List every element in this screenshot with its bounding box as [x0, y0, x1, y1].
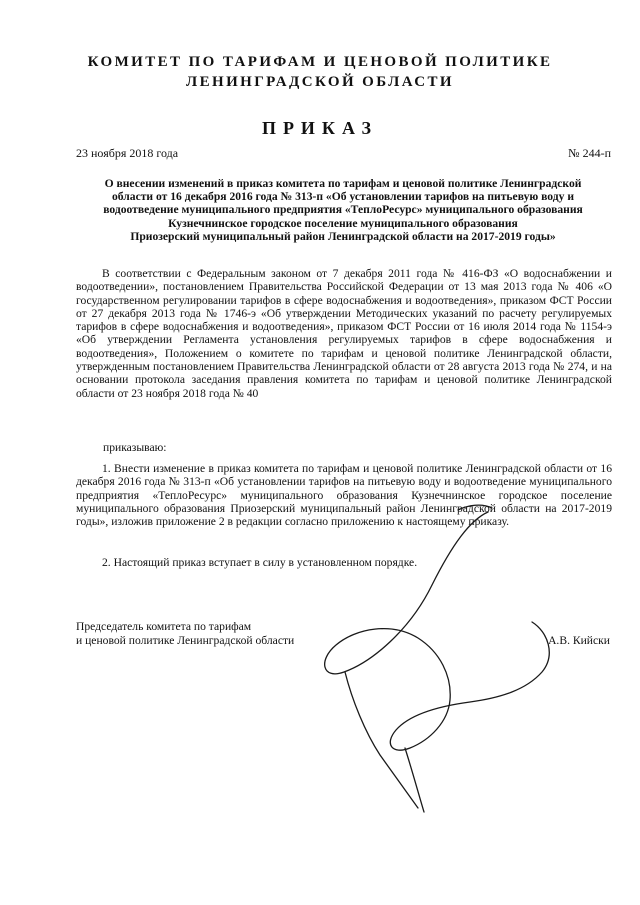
subject-line: Кузнечнинское городское поселение муниципального образования — [168, 216, 518, 230]
signatory-position-line-1: Председатель комитета по тарифам — [76, 620, 252, 633]
subject-line: Приозерский муниципальный район Ленинградской области на 2017-2019 годы» — [130, 229, 556, 243]
subject-line: водоотведение муниципального предприятия «ТеплоРесурс» муниципального образования — [103, 203, 583, 217]
signatory-position — [76, 620, 294, 647]
preamble-paragraph: В соответствии с Федеральным законом от 7 декабря 2011 года № 416-ФЗ «О водоснабжении и водоотведении», постановлением Правительства Российской Федерации от 13 мая 2013 года № 406 «О государственном регулировании тарифов в сфере водоснабжения и водоотведения», приказом ФСТ России от 27 декабря 2013 года № 1746-э «Об утверждении Методических указаний по расчету регулируемых тарифов в сфере водоснабжения и водоотведения», приказом ФСТ России от 16 июля 2014 года № 1154-э «Об утверждении Регламента установления регулируемых тарифов в сфере водоснабжения и водоотведения», Положением о комитете по тарифам и ценовой политике Ленинградской области, утвержденным постановлением Правительства Ленинградской области от 28 августа 2013 года № 274, и на основании протокола заседания правления комитета по тарифам и ценовой политике Ленинградской области от 23 ноября 2018 года № 40 — [76, 267, 612, 400]
organization-title-line-2: ЛЕНИНГРАДСКОЙ ОБЛАСТИ — [186, 74, 454, 90]
document-type-title: ПРИКАЗ — [261, 118, 379, 138]
subject-line: области от 16 декабря 2016 года № 313-п «Об установлении тарифов на питьевую воду и — [111, 190, 575, 204]
order-item-1: 1. Внести изменение в приказ комитета по тарифам и ценовой политике Ленинградской области от 16 декабря 2016 года № 313-п «Об установлении тарифов на питьевую воду и водоотведение муниципального предприятия «ТеплоРесурс» муниципального образования Кузнечнинское городское поселение муниципального образования Приозерский муниципальный район Ленинградской области на 2017-2019 годы», изложив приложение 2 в редакции согласно приложению к настоящему приказу. — [76, 462, 612, 529]
document-number: № 244-п — [568, 146, 611, 160]
directive-word: приказываю: — [103, 441, 167, 454]
document-subject — [74, 177, 612, 243]
subject-line: О внесении изменений в приказ комитета по тарифам и ценовой политике Ленинградской — [104, 177, 582, 190]
order-item-2: 2. Настоящий приказ вступает в силу в установленном порядке. — [102, 556, 418, 569]
organization-title — [60, 52, 580, 92]
signatory-name: А.В. Кийски — [548, 634, 610, 647]
document-date: 23 ноября 2018 года — [76, 146, 179, 160]
organization-title-line-1: КОМИТЕТ ПО ТАРИФАМ И ЦЕНОВОЙ ПОЛИТИКЕ — [87, 54, 553, 70]
signatory-position-line-2: и ценовой политике Ленинградской области — [76, 633, 295, 647]
